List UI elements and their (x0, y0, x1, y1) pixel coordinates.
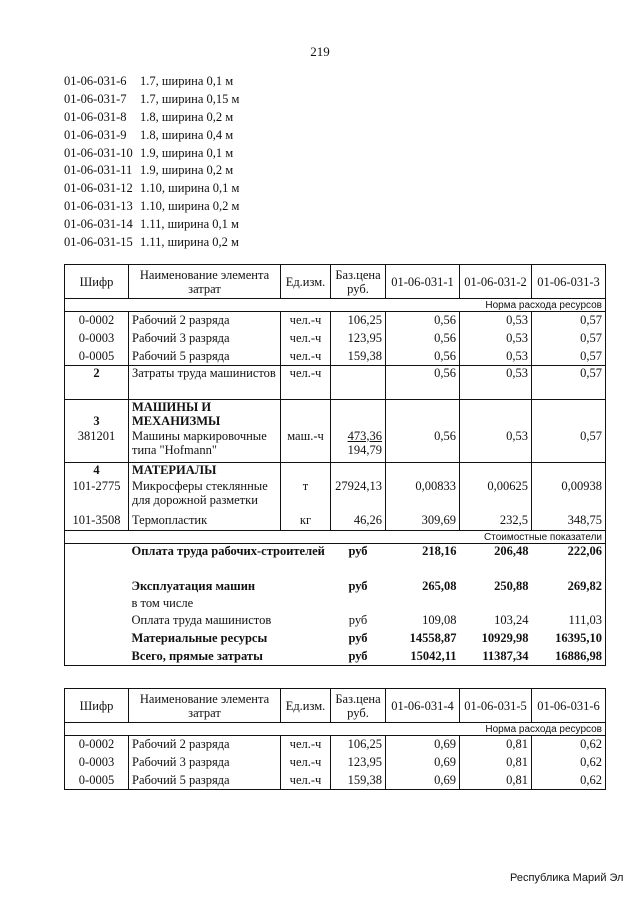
row-name: Затраты труда машинистов (129, 366, 281, 400)
row-value-2: 0,53 (460, 330, 532, 348)
cost-value-3 (532, 596, 606, 612)
row-name: Рабочий 5 разряда (129, 772, 281, 790)
header-unit: Ед.изм. (281, 689, 331, 723)
row-price (331, 429, 386, 463)
row-price: 46,26 (331, 511, 386, 531)
table-row (65, 754, 606, 772)
cost-name: Материальные ресурсы (131, 631, 268, 645)
table-row (65, 479, 606, 511)
code-list-item (64, 145, 239, 163)
section-title: МАТЕРИАЛЫ (129, 463, 281, 479)
code-list-code: 01-06-031-10 (64, 145, 133, 160)
code-list-desc: 1.7, ширина 0,15 м (140, 91, 240, 106)
norm-label-row (65, 723, 606, 736)
table-row (65, 330, 606, 348)
code-list-code: 01-06-031-9 (64, 127, 127, 142)
row-value-2: 0,53 (460, 429, 532, 463)
cost-value-1: 265,08 (422, 579, 457, 593)
code-list-desc: 1.8, ширина 0,4 м (140, 127, 234, 142)
cost-value-1 (386, 596, 460, 612)
price-top: 473,36 (347, 428, 382, 443)
row-unit: чел.-ч (281, 736, 331, 754)
cost-value-2: 10929,98 (481, 631, 529, 645)
code-list-item (64, 216, 239, 234)
row-name: Рабочий 2 разряда (129, 312, 281, 330)
code-list-desc: 1.10, ширина 0,2 м (140, 199, 240, 214)
cost-row (65, 596, 606, 612)
table-row (65, 511, 606, 531)
row-price: 159,38 (331, 348, 386, 366)
row-price: 123,95 (331, 330, 386, 348)
cost-label: Стоимостные показатели (65, 531, 606, 544)
cost-value-1: 15042,11 (386, 648, 460, 666)
code-list-item (64, 162, 239, 180)
header-col-3: 01-06-031-6 (532, 689, 606, 723)
header-name: Наименование элемента затрат (129, 265, 281, 299)
row-code: 0-0005 (65, 772, 129, 790)
code-list-code: 01-06-031-15 (64, 235, 133, 250)
norm-label: Норма расхода ресурсов (65, 723, 606, 736)
row-code: 2 (65, 366, 129, 400)
code-list-code: 01-06-031-8 (64, 109, 127, 124)
code-list-code: 01-06-031-6 (64, 74, 127, 88)
row-price: 159,38 (331, 772, 386, 790)
machinists-row (65, 366, 606, 400)
code-list-item (64, 198, 239, 216)
footer-region: Республика Марий Эл (510, 872, 624, 884)
norm-label-row (65, 299, 606, 312)
cost-value-3: 16886,98 (532, 648, 606, 666)
row-value-3: 0,62 (532, 754, 606, 772)
cost-name: в том числе (131, 596, 194, 610)
code-list-desc: 1.11, ширина 0,2 м (140, 235, 239, 250)
row-code: 101-3508 (65, 511, 129, 531)
code-list-code: 01-06-031-7 (64, 91, 127, 106)
cost-value-2: 103,24 (494, 613, 529, 627)
cost-name: Оплата труда рабочих-строителей (131, 544, 325, 558)
table-row (65, 312, 606, 330)
row-unit: чел.-ч (281, 312, 331, 330)
cost-name: Оплата труда машинистов (131, 613, 272, 627)
row-value-2: 0,81 (460, 754, 532, 772)
row-name: Рабочий 2 разряда (129, 736, 281, 754)
row-name: Рабочий 3 разряда (129, 754, 281, 772)
code-list-item (64, 91, 239, 109)
table-header-row (65, 265, 606, 299)
code-list-code: 01-06-031-12 (64, 181, 133, 196)
cost-value-3: 16395,10 (532, 630, 606, 648)
row-name: Рабочий 3 разряда (129, 330, 281, 348)
row-value-1: 0,69 (386, 772, 460, 790)
header-code: Шифр (65, 265, 129, 299)
row-value-1: 0,69 (386, 754, 460, 772)
code-list-desc: 1.11, ширина 0,1 м (140, 217, 239, 232)
row-name: Микросферы стеклянные для дорожной разметки (129, 479, 281, 511)
header-col-2: 01-06-031-5 (460, 689, 532, 723)
section-title: МАШИНЫ И МЕХАНИЗМЫ (129, 400, 281, 429)
cost-row (65, 648, 606, 666)
cost-value-1: 109,08 (422, 613, 457, 627)
code-list-desc: 1.9, ширина 0,1 м (140, 145, 234, 160)
header-unit: Ед.изм. (281, 265, 331, 299)
row-unit: маш.-ч (281, 429, 331, 463)
code-list-item (64, 127, 239, 145)
cost-unit: руб (348, 579, 368, 593)
row-code: 0-0002 (65, 736, 129, 754)
row-code: 0-0003 (65, 754, 129, 772)
row-value-3: 0,57 (532, 429, 606, 463)
row-value-1: 0,56 (386, 312, 460, 330)
code-list-code: 01-06-031-14 (64, 217, 133, 232)
row-value-2: 0,53 (460, 312, 532, 330)
row-price: 123,95 (331, 754, 386, 772)
code-list-desc: 1.8, ширина 0,2 м (140, 109, 234, 124)
row-value-2: 232,5 (460, 511, 532, 531)
header-col-1: 01-06-031-1 (386, 265, 460, 299)
row-unit: чел.-ч (281, 330, 331, 348)
cost-value-3: 222,06 (532, 544, 606, 578)
code-list-item (64, 234, 239, 252)
cost-value-1: 14558,87 (409, 631, 457, 645)
code-list-item (64, 109, 239, 127)
row-code: 0-0002 (65, 312, 129, 330)
cost-name: Эксплуатация машин (131, 579, 256, 593)
row-value-3: 0,57 (532, 348, 606, 366)
code-list-desc: 1.9, ширина 0,2 м (140, 163, 234, 178)
cost-unit: руб (348, 544, 368, 558)
section-code: 3 (65, 400, 129, 429)
machines-section-row (65, 400, 606, 429)
row-value-2: 0,53 (460, 348, 532, 366)
row-value-1: 0,69 (386, 736, 460, 754)
code-list (64, 73, 239, 252)
price-bottom: 194,79 (347, 442, 382, 457)
section-code: 4 (65, 463, 129, 479)
row-code: 0-0003 (65, 330, 129, 348)
table-row (65, 348, 606, 366)
row-value-2: 0,53 (460, 366, 532, 400)
row-value-1: 0,56 (386, 366, 460, 400)
cost-row (65, 612, 606, 630)
cost-value-2: 206,48 (494, 544, 529, 558)
cost-unit (331, 596, 386, 612)
row-value-3: 0,57 (532, 366, 606, 400)
cost-unit: руб (348, 613, 368, 627)
machine-row (65, 429, 606, 463)
row-value-1: 309,69 (386, 511, 460, 531)
cost-value-2: 250,88 (494, 579, 529, 593)
table-header-row (65, 689, 606, 723)
row-value-2: 0,00625 (460, 479, 532, 511)
row-unit: чел.-ч (281, 772, 331, 790)
row-code: 101-2775 (65, 479, 129, 511)
cost-label-row (65, 531, 606, 544)
code-list-code: 01-06-031-13 (64, 199, 133, 214)
norm-label: Норма расхода ресурсов (65, 299, 606, 312)
cost-unit: руб (331, 648, 386, 666)
header-col-1: 01-06-031-4 (386, 689, 460, 723)
row-value-2: 0,81 (460, 736, 532, 754)
code-list-desc: 1.10, ширина 0,1 м (140, 181, 240, 196)
cost-row (65, 544, 606, 578)
row-value-3: 0,00938 (532, 479, 606, 511)
row-name: Машины маркировочные типа "Hofmann" (129, 429, 281, 463)
materials-section-row (65, 463, 606, 479)
row-price (331, 366, 386, 400)
row-value-1: 0,56 (386, 330, 460, 348)
header-col-3: 01-06-031-3 (532, 265, 606, 299)
row-value-1: 0,00833 (386, 479, 460, 511)
table-row (65, 772, 606, 790)
row-name: Термопластик (129, 511, 281, 531)
cost-value-2: 11387,34 (460, 648, 532, 666)
row-value-3: 0,62 (532, 736, 606, 754)
header-name: Наименование элемента затрат (129, 689, 281, 723)
cost-row (65, 578, 606, 596)
cost-value-3: 269,82 (532, 578, 606, 596)
row-price: 27924,13 (331, 479, 386, 511)
row-value-3: 348,75 (532, 511, 606, 531)
header-price: Баз.цена руб. (331, 265, 386, 299)
row-value-1: 0,56 (386, 348, 460, 366)
cost-row (65, 630, 606, 648)
row-code: 381201 (65, 429, 129, 463)
table-row (65, 736, 606, 754)
row-price: 106,25 (331, 312, 386, 330)
cost-unit: руб (348, 631, 368, 645)
row-code: 0-0005 (65, 348, 129, 366)
cost-name: Всего, прямые затраты (129, 648, 331, 666)
row-name: Рабочий 5 разряда (129, 348, 281, 366)
code-list-code: 01-06-031-11 (64, 163, 133, 178)
row-value-3: 0,57 (532, 330, 606, 348)
row-unit: чел.-ч (281, 348, 331, 366)
page-number: 219 (310, 44, 330, 59)
code-list-desc: 1.7, ширина 0,1 м (140, 74, 234, 88)
header-price: Баз.цена руб. (331, 689, 386, 723)
row-value-1: 0,56 (386, 429, 460, 463)
cost-value-1: 218,16 (422, 544, 457, 558)
row-value-3: 0,57 (532, 312, 606, 330)
row-unit: чел.-ч (281, 754, 331, 772)
row-unit: чел.-ч (281, 366, 331, 400)
resource-table-2 (64, 688, 606, 790)
resource-table-1 (64, 264, 606, 666)
cost-value-3: 111,03 (532, 612, 606, 630)
code-list-item (64, 73, 239, 91)
cost-value-2 (460, 596, 532, 612)
row-price: 106,25 (331, 736, 386, 754)
row-unit: т (281, 479, 331, 511)
header-col-2: 01-06-031-2 (460, 265, 532, 299)
header-code: Шифр (65, 689, 129, 723)
row-unit: кг (281, 511, 331, 531)
row-value-3: 0,62 (532, 772, 606, 790)
row-value-2: 0,81 (460, 772, 532, 790)
code-list-item (64, 180, 239, 198)
